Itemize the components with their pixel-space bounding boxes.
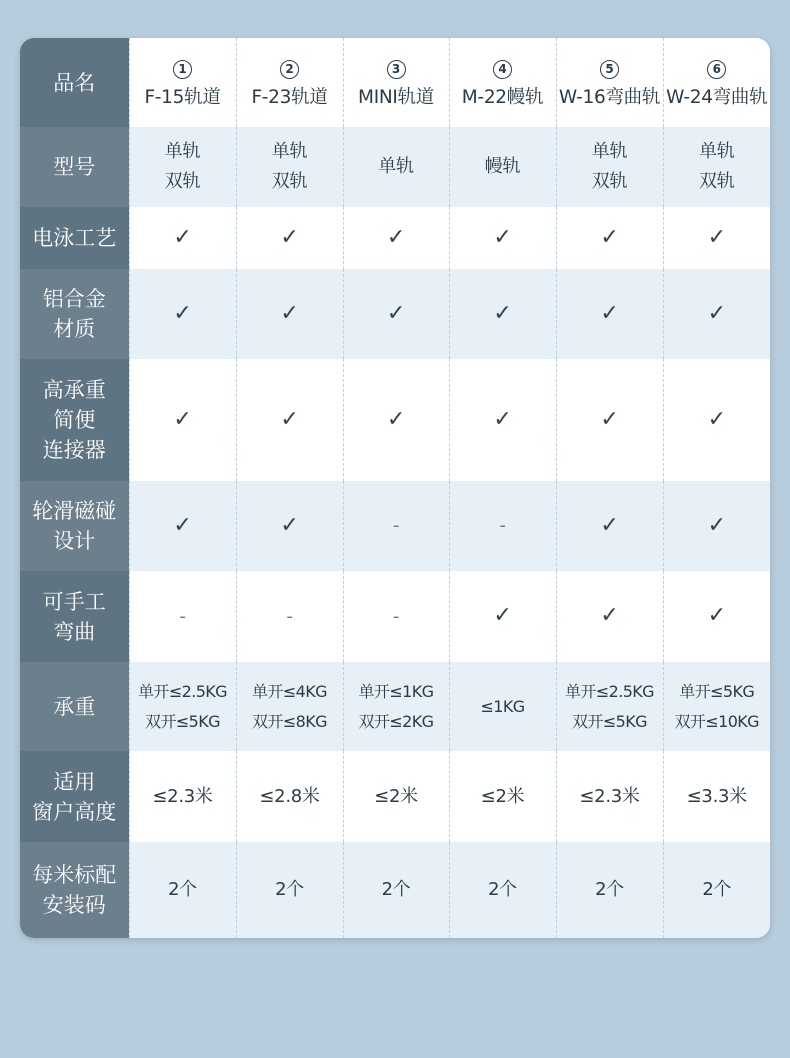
check-mark-icon: ✓ [280, 512, 299, 538]
load-cell-5 [556, 662, 663, 751]
product-name-cell-4 [449, 38, 556, 127]
product-name: M-22幔轨 [461, 86, 544, 108]
dash-mark: - [286, 605, 293, 627]
installation-cell-6: 2个 [663, 842, 770, 938]
row-header-magnet [20, 481, 129, 571]
row-connector [20, 359, 770, 481]
installation-cell-2: 2个 [236, 842, 343, 938]
magnet-cell-2 [236, 481, 343, 571]
load-value: 双开≤2KG [358, 711, 434, 731]
aluminum-cell-1 [129, 269, 236, 359]
model-cell-6 [663, 127, 770, 207]
connector-cell-3 [343, 359, 449, 481]
connector-cell-2 [236, 359, 343, 481]
product-name: MINI轨道 [358, 86, 434, 108]
electrophoresis-cell-3 [343, 207, 449, 269]
load-value: ≤1KG [480, 696, 525, 716]
check-mark-icon: ✓ [707, 603, 726, 628]
load-cell-1 [129, 662, 236, 751]
installation-cell-5: 2个 [556, 842, 663, 938]
check-mark-icon: ✓ [493, 603, 512, 628]
check-mark-icon: ✓ [280, 224, 299, 250]
model-value: 幔轨 [484, 156, 521, 177]
row-header-line: 材质 [53, 317, 96, 341]
electrophoresis-cell-4 [449, 207, 556, 269]
model-value: 双轨 [591, 171, 628, 192]
product-name-cell-6 [663, 38, 770, 127]
magnet-cell-3 [343, 481, 449, 571]
row-header-bendable [20, 571, 129, 662]
load-value: 双开≤8KG [252, 711, 327, 731]
load-value: 双开≤5KG [572, 711, 647, 731]
model-value: 双轨 [164, 171, 201, 192]
row-header-window [20, 751, 129, 842]
check-mark-icon: ✓ [173, 224, 192, 250]
check-mark-icon: ✓ [386, 406, 406, 432]
row-window [20, 751, 770, 842]
bendable-cell-2 [236, 571, 343, 662]
product-name-cell-5 [556, 38, 663, 127]
row-header-line: 轮滑磁碰 [32, 499, 117, 523]
product-name: F-23轨道 [251, 86, 328, 108]
magnet-cell-5 [556, 481, 663, 571]
load-cell-4 [449, 662, 556, 751]
bendable-cell-3 [343, 571, 449, 662]
load-cell-6 [663, 662, 770, 751]
window-cell-2: ≤2.8米 [236, 751, 343, 842]
row-header-connector [20, 359, 129, 481]
row-header-line: 弯曲 [53, 619, 96, 644]
bendable-cell-4 [449, 571, 556, 662]
check-mark-icon: ✓ [600, 603, 619, 628]
aluminum-cell-2 [236, 269, 343, 359]
row-installation [20, 842, 770, 938]
number-badge: 5 [600, 60, 619, 79]
check-mark-icon: ✓ [386, 224, 406, 250]
check-mark-icon: ✓ [707, 300, 726, 326]
model-value: 单轨 [164, 141, 201, 162]
load-value: 单开≤2.5KG [138, 681, 227, 701]
row-header-aluminum [20, 269, 129, 359]
check-mark-icon: ✓ [173, 512, 192, 538]
check-mark-icon: ✓ [600, 300, 619, 326]
product-name: F-15轨道 [144, 86, 221, 108]
load-value: 单开≤1KG [358, 681, 434, 701]
electrophoresis-cell-6 [663, 207, 770, 269]
dash-mark: - [499, 515, 506, 536]
number-badge: 6 [707, 60, 726, 79]
model-cell-5 [556, 127, 663, 207]
row-header-line: 设计 [53, 529, 96, 553]
electrophoresis-cell-1 [129, 207, 236, 269]
row-electrophoresis [20, 207, 770, 269]
aluminum-cell-3 [343, 269, 449, 359]
product-comparison-table [20, 38, 770, 938]
magnet-cell-4 [449, 481, 556, 571]
row-header-line: 适用 [53, 769, 96, 794]
model-cell-3 [343, 127, 449, 207]
electrophoresis-cell-5 [556, 207, 663, 269]
product-name-cell-2 [236, 38, 343, 127]
model-value: 双轨 [271, 171, 308, 192]
product-name-cell-1 [129, 38, 236, 127]
check-mark-icon: ✓ [493, 224, 512, 250]
dash-mark: - [179, 605, 186, 627]
product-name: W-24弯曲轨 [666, 86, 768, 108]
check-mark-icon: ✓ [173, 300, 192, 326]
row-header-installation [20, 842, 129, 938]
row-header-load: 承重 [20, 662, 129, 751]
load-cell-3 [343, 662, 449, 751]
model-value: 单轨 [591, 141, 628, 162]
product-name-cell-3 [343, 38, 449, 127]
installation-cell-1: 2个 [129, 842, 236, 938]
dash-mark: - [392, 605, 400, 627]
model-value: 单轨 [271, 141, 308, 162]
row-header-line: 安装码 [42, 893, 106, 917]
row-aluminum [20, 269, 770, 359]
electrophoresis-cell-2 [236, 207, 343, 269]
bendable-cell-5 [556, 571, 663, 662]
row-header-line: 简便 [53, 408, 96, 432]
number-badge: 4 [493, 60, 512, 79]
number-badge: 1 [173, 60, 192, 79]
connector-cell-1 [129, 359, 236, 481]
window-cell-6: ≤3.3米 [663, 751, 770, 842]
row-header-electrophoresis: 电泳工艺 [20, 207, 129, 269]
magnet-cell-6 [663, 481, 770, 571]
check-mark-icon: ✓ [493, 300, 512, 326]
check-mark-icon: ✓ [173, 406, 192, 432]
row-product-name [20, 38, 770, 127]
connector-cell-6 [663, 359, 770, 481]
aluminum-cell-4 [449, 269, 556, 359]
aluminum-cell-6 [663, 269, 770, 359]
load-value: 双开≤5KG [145, 711, 220, 731]
check-mark-icon: ✓ [493, 406, 512, 432]
row-header-line: 高承重 [42, 378, 106, 402]
row-header-line: 连接器 [42, 438, 106, 462]
aluminum-cell-5 [556, 269, 663, 359]
row-header-name: 品名 [20, 38, 129, 127]
window-cell-1: ≤2.3米 [129, 751, 236, 842]
connector-cell-4 [449, 359, 556, 481]
model-cell-2 [236, 127, 343, 207]
model-value: 单轨 [699, 141, 735, 162]
row-header-line: 可手工 [42, 589, 106, 614]
load-value: 单开≤5KG [679, 681, 755, 701]
row-header-line: 窗户高度 [32, 799, 117, 824]
row-model [20, 127, 770, 207]
check-mark-icon: ✓ [707, 406, 726, 432]
connector-cell-5 [556, 359, 663, 481]
installation-cell-3: 2个 [343, 842, 449, 938]
row-header-model: 型号 [20, 127, 129, 207]
comparison-card [20, 38, 770, 938]
window-cell-3: ≤2米 [343, 751, 449, 842]
dash-mark: - [392, 515, 400, 536]
model-value: 双轨 [699, 171, 735, 192]
model-cell-1 [129, 127, 236, 207]
window-cell-5: ≤2.3米 [556, 751, 663, 842]
check-mark-icon: ✓ [600, 406, 619, 432]
bendable-cell-6 [663, 571, 770, 662]
row-magnet [20, 481, 770, 571]
row-bendable [20, 571, 770, 662]
load-cell-2 [236, 662, 343, 751]
check-mark-icon: ✓ [280, 300, 299, 326]
row-header-line: 每米标配 [32, 863, 117, 887]
load-value: 双开≤10KG [674, 711, 759, 731]
check-mark-icon: ✓ [600, 512, 619, 538]
magnet-cell-1 [129, 481, 236, 571]
window-cell-4: ≤2米 [449, 751, 556, 842]
load-value: 单开≤2.5KG [565, 681, 654, 701]
check-mark-icon: ✓ [280, 406, 299, 432]
number-badge: 3 [387, 60, 406, 79]
check-mark-icon: ✓ [707, 224, 726, 250]
installation-cell-4: 2个 [449, 842, 556, 938]
row-header-line: 铝合金 [42, 287, 106, 311]
model-value: 单轨 [378, 156, 414, 177]
check-mark-icon: ✓ [707, 512, 726, 538]
bendable-cell-1 [129, 571, 236, 662]
product-name: W-16弯曲轨 [558, 86, 661, 108]
row-load [20, 662, 770, 751]
model-cell-4 [449, 127, 556, 207]
check-mark-icon: ✓ [386, 300, 406, 326]
load-value: 单开≤4KG [252, 681, 327, 701]
check-mark-icon: ✓ [600, 224, 619, 250]
number-badge: 2 [280, 60, 299, 79]
